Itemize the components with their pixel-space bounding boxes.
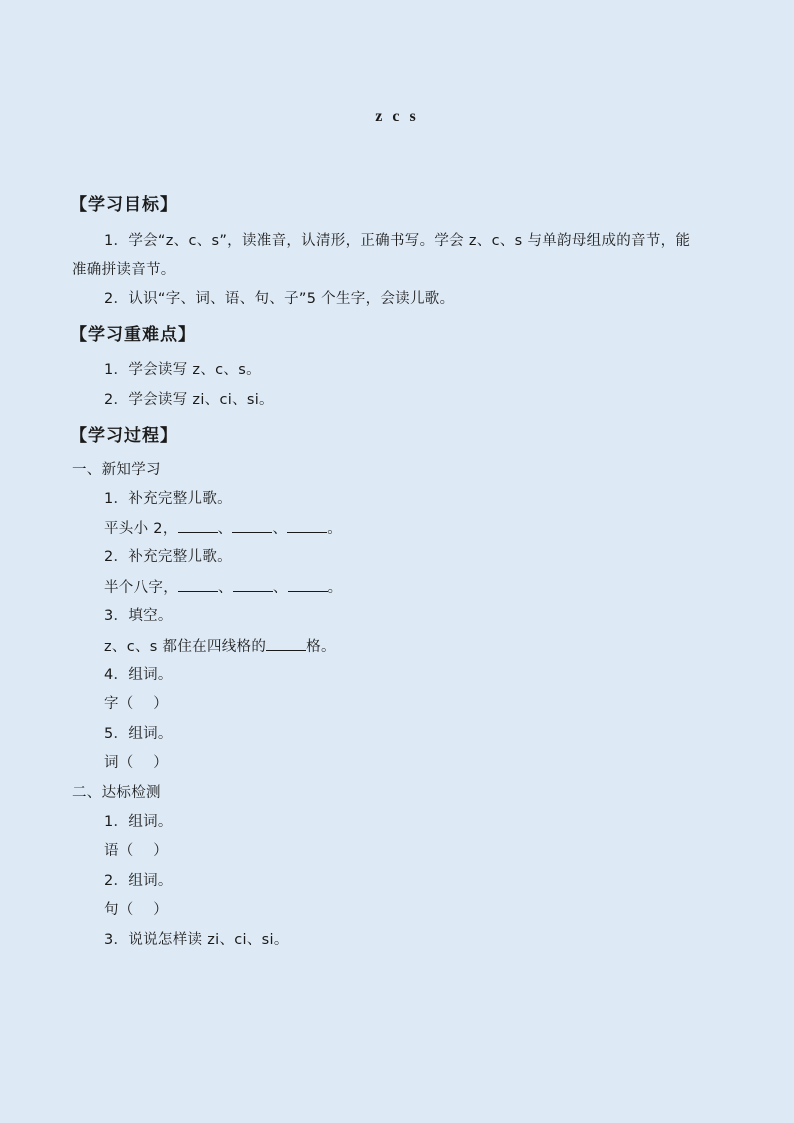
separator: 、 <box>217 521 233 537</box>
part1-q1-blanks <box>104 518 342 539</box>
part2-q1: 1．组词。 <box>104 814 173 830</box>
goals-item-1-line-1: 1．学会“z、c、s”，读准音，认清形，正确书写。学会 z、c、s 与单韵母组成的音节，能 <box>104 233 691 249</box>
part2-q2: 2．组词。 <box>104 873 173 889</box>
part1-title: 一、新知学习 <box>72 462 161 478</box>
part1-q2-blanks <box>104 577 342 598</box>
part1-q5: 5．组词。 <box>104 726 173 742</box>
period: 。 <box>327 580 343 596</box>
part2-q2-answer[interactable]: 句（ ） <box>104 902 169 918</box>
part1-q3-blank-line <box>104 636 336 657</box>
keypoints-item-2: 2．学会读写 zi、ci、si。 <box>104 392 274 408</box>
part2-title: 二、达标检测 <box>72 785 161 801</box>
part1-q4: 4．组词。 <box>104 667 173 683</box>
goals-heading: 【学习目标】 <box>70 195 178 215</box>
part1-q4-answer[interactable]: 字（ ） <box>104 696 169 712</box>
part2-q3: 3．说说怎样读 zi、ci、si。 <box>104 932 289 948</box>
answer-blank[interactable] <box>287 518 327 533</box>
answer-blank[interactable] <box>232 518 272 533</box>
q3-suffix: 格。 <box>306 639 336 655</box>
keypoints-heading: 【学习重难点】 <box>70 325 196 345</box>
separator: 、 <box>218 580 233 596</box>
answer-blank[interactable] <box>266 636 306 651</box>
answer-blank[interactable] <box>178 577 218 592</box>
q1-prefix: 平头小 2， <box>104 521 178 537</box>
goals-item-1-line-2: 准确拼读音节。 <box>72 262 176 278</box>
part2-q1-answer[interactable]: 语（ ） <box>104 843 169 859</box>
page-title: z c s <box>375 108 419 125</box>
period: 。 <box>327 521 343 537</box>
answer-blank[interactable] <box>288 577 328 592</box>
q2-prefix: 半个八字， <box>104 580 178 596</box>
answer-blank[interactable] <box>178 518 218 533</box>
part1-q3: 3．填空。 <box>104 608 173 624</box>
keypoints-item-1: 1．学会读写 z、c、s。 <box>104 362 261 378</box>
separator: 、 <box>272 580 288 596</box>
answer-blank[interactable] <box>233 577 273 592</box>
process-heading: 【学习过程】 <box>70 426 178 446</box>
goals-item-2: 2．认识“字、词、语、句、子”5 个生字，会读儿歌。 <box>104 291 455 307</box>
part1-q2: 2．补充完整儿歌。 <box>104 549 232 565</box>
part1-q1: 1．补充完整儿歌。 <box>104 491 232 507</box>
q3-prefix: z、c、s 都住在四线格的 <box>104 639 267 655</box>
separator: 、 <box>272 521 288 537</box>
part1-q5-answer[interactable]: 词（ ） <box>104 755 169 771</box>
